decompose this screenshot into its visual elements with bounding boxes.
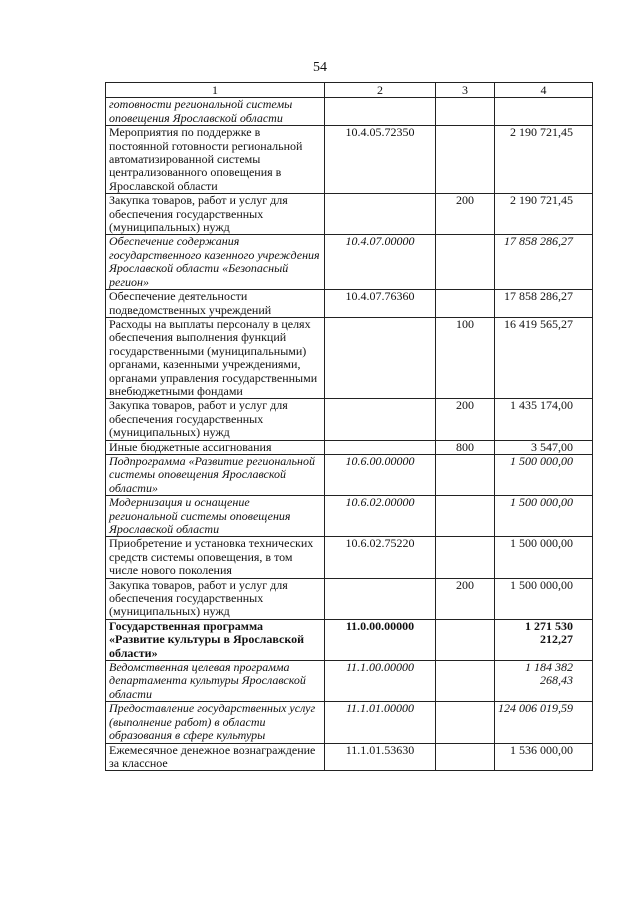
row-amount: 2 190 721,45 [495, 194, 593, 235]
table-row [106, 454, 593, 495]
row-expense-type [436, 290, 495, 318]
row-expense-type [436, 235, 495, 290]
row-code: 10.6.02.00000 [325, 496, 436, 537]
row-amount: 124 006 019,59 [495, 702, 593, 743]
row-amount: 2 190 721,45 [495, 126, 593, 194]
row-amount: 1 536 000,00 [495, 743, 593, 771]
row-amount: 1 500 000,00 [495, 454, 593, 495]
table-row [106, 661, 593, 702]
row-name: Ежемесячное денежное вознаграждение за классное [106, 743, 325, 771]
row-code [325, 440, 436, 454]
table-row [106, 317, 593, 398]
row-name: Закупка товаров, работ и услуг для обеспечения государственных (муниципальных) нужд [106, 399, 325, 440]
row-name: Иные бюджетные ассигнования [106, 440, 325, 454]
row-name: Модернизация и оснащение региональной системы оповещения Ярославской области [106, 496, 325, 537]
row-name: Обеспечение деятельности подведомственных учреждений [106, 290, 325, 318]
row-amount: 1 271 530 212,27 [495, 619, 593, 660]
row-expense-type [436, 702, 495, 743]
row-expense-type [436, 743, 495, 771]
table-row [106, 702, 593, 743]
row-amount: 1 500 000,00 [495, 496, 593, 537]
table-row [106, 578, 593, 619]
row-code: 11.1.01.00000 [325, 702, 436, 743]
row-amount: 1 500 000,00 [495, 578, 593, 619]
table-row [106, 399, 593, 440]
row-code: 10.4.07.00000 [325, 235, 436, 290]
row-amount: 17 858 286,27 [495, 290, 593, 318]
row-code: 11.0.00.00000 [325, 619, 436, 660]
table-row [106, 440, 593, 454]
row-name: Мероприятия по поддержке в постоянной готовности региональной автоматизированной системы централизованного оповещения в Ярославской области [106, 126, 325, 194]
table-row [106, 98, 593, 126]
row-code: 11.1.01.53630 [325, 743, 436, 771]
row-name: Расходы на выплаты персоналу в целях обеспечения выполнения функций государственными (муниципальными) органами, казенными учреждениями, органами управления государственными внебюджетными фондами [106, 317, 325, 398]
row-code: 10.4.07.76360 [325, 290, 436, 318]
budget-table [105, 82, 593, 771]
row-amount: 16 419 565,27 [495, 317, 593, 398]
table-row [106, 619, 593, 660]
row-expense-type [436, 537, 495, 578]
table-row [106, 126, 593, 194]
table-row [106, 743, 593, 771]
row-name: готовности региональной системы оповещения Ярославской области [106, 98, 325, 126]
row-expense-type: 100 [436, 317, 495, 398]
row-code: 11.1.00.00000 [325, 661, 436, 702]
row-expense-type [436, 98, 495, 126]
table-row [106, 235, 593, 290]
page-number: 54 [313, 60, 327, 75]
row-name: Предоставление государственных услуг (выполнение работ) в области образования в сфере культуры [106, 702, 325, 743]
table-row [106, 194, 593, 235]
row-name: Закупка товаров, работ и услуг для обеспечения государственных (муниципальных) нужд [106, 194, 325, 235]
row-code [325, 98, 436, 126]
table-row [106, 290, 593, 318]
row-amount [495, 98, 593, 126]
header-row [106, 83, 593, 98]
row-code: 10.6.00.00000 [325, 454, 436, 495]
table-row [106, 496, 593, 537]
row-expense-type [436, 496, 495, 537]
row-amount: 1 184 382 268,43 [495, 661, 593, 702]
row-amount: 1 435 174,00 [495, 399, 593, 440]
row-code [325, 399, 436, 440]
row-code: 10.4.05.72350 [325, 126, 436, 194]
row-amount: 3 547,00 [495, 440, 593, 454]
row-expense-type: 200 [436, 399, 495, 440]
row-code [325, 578, 436, 619]
header-col-4: 4 [495, 83, 593, 98]
header-col-2: 2 [325, 83, 436, 98]
row-name: Закупка товаров, работ и услуг для обеспечения государственных (муниципальных) нужд [106, 578, 325, 619]
row-expense-type [436, 619, 495, 660]
row-expense-type [436, 661, 495, 702]
row-code [325, 317, 436, 398]
row-code: 10.6.02.75220 [325, 537, 436, 578]
header-col-3: 3 [436, 83, 495, 98]
row-expense-type: 200 [436, 194, 495, 235]
row-amount: 17 858 286,27 [495, 235, 593, 290]
row-expense-type [436, 454, 495, 495]
row-expense-type: 800 [436, 440, 495, 454]
table-row [106, 537, 593, 578]
row-name: Приобретение и установка технических средств системы оповещения, в том числе нового поколения [106, 537, 325, 578]
row-name: Ведомственная целевая программа департамента культуры Ярославской области [106, 661, 325, 702]
header-col-1: 1 [106, 83, 325, 98]
row-name: Обеспечение содержания государственного казенного учреждения Ярославской области «Безопасный регион» [106, 235, 325, 290]
row-amount: 1 500 000,00 [495, 537, 593, 578]
row-code [325, 194, 436, 235]
row-expense-type [436, 126, 495, 194]
row-name: Подпрограмма «Развитие региональной системы оповещения Ярославской области» [106, 454, 325, 495]
row-name: Государственная программа «Развитие культуры в Ярославской области» [106, 619, 325, 660]
row-expense-type: 200 [436, 578, 495, 619]
